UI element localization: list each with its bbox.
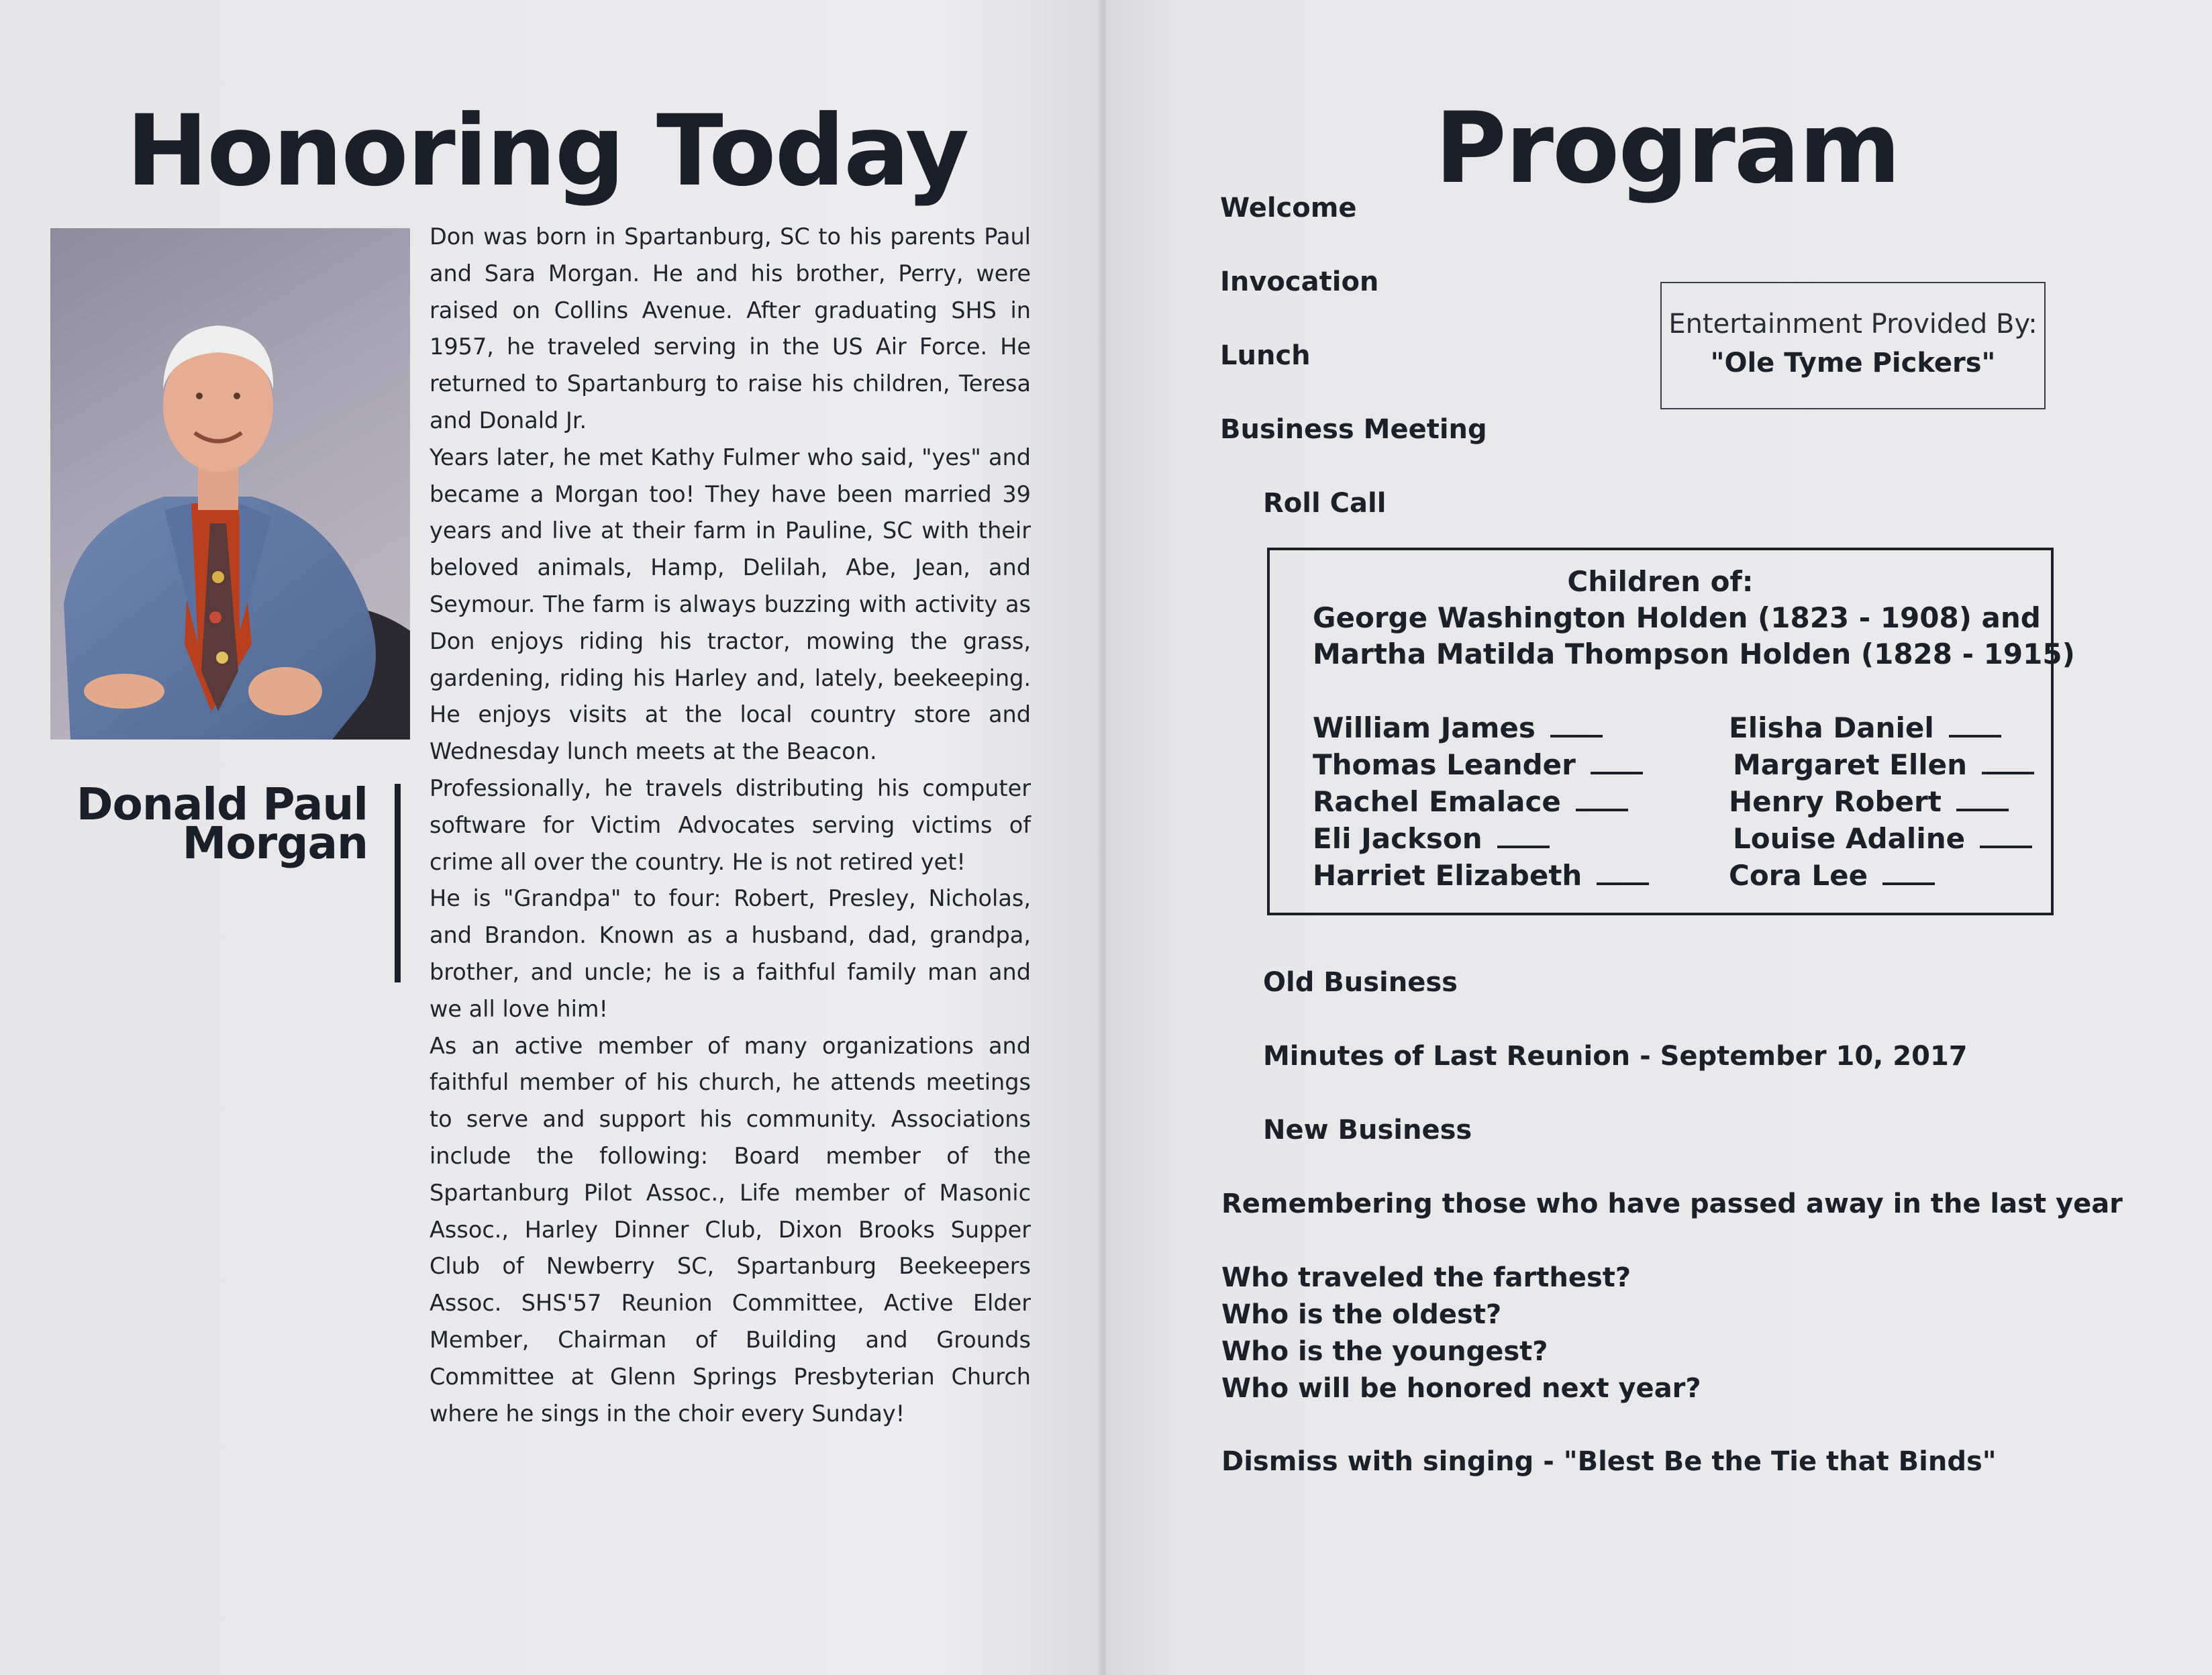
child-entry: Rachel Emalace (1313, 788, 1628, 816)
parent-line-1: George Washington Holden (1823 - 1908) and (1313, 601, 2041, 634)
checkoff-blank[interactable] (1550, 715, 1603, 738)
honoree-name (40, 778, 368, 869)
program-item-welcome: Welcome (1220, 193, 1357, 223)
program-item-old-business: Old Business (1263, 967, 1458, 998)
checkoff-blank[interactable] (1956, 789, 2009, 811)
entertainment-performer: "Ole Tyme Pickers" (1710, 348, 1996, 378)
program-item-invocation: Invocation (1220, 266, 1379, 297)
portrait-image (50, 228, 410, 740)
entertainment-label: Entertainment Provided By: (1668, 309, 2038, 340)
child-entry: Louise Adaline (1733, 825, 2032, 853)
program-item-new-business: New Business (1263, 1115, 1472, 1146)
bio-paragraph: Don was born in Spartanburg, SC to his parents Paul and Sara Morgan. He and his brother, Perry, were raised on Collins Avenue. After graduating SHS in 1957, he traveled serving in the US Air Force. He returned to Spartanburg to raise his children, Teresa and Donald Jr. (430, 223, 1031, 434)
program-item-lunch: Lunch (1220, 340, 1311, 371)
bio-paragraph: Professionally, he travels distributing his computer software for Victim Advocates serving victims of crime all over the country. He is not retired yet! (430, 774, 1031, 875)
child-entry: Cora Lee (1729, 862, 1935, 890)
child-entry: Margaret Ellen (1733, 751, 2034, 779)
checkoff-blank[interactable] (1497, 825, 1550, 848)
children-roll-call-box (1267, 548, 2075, 915)
checkoff-blank[interactable] (1576, 789, 1628, 811)
child-entry: Eli Jackson (1313, 825, 1550, 853)
checkoff-blank[interactable] (1591, 752, 1643, 774)
children-heading: Children of: (1567, 565, 1754, 598)
checkoff-blank[interactable] (1980, 825, 2032, 848)
checkoff-blank[interactable] (1949, 715, 2001, 738)
honoree-name-line2: Morgan (182, 817, 368, 869)
bio-paragraph: As an active member of many organizations and faithful member of his church, he attends meetings to serve and support his community. Associations include the following: Board member of the Spartanburg Pilot Assoc., Life member of Masonic Assoc., Harley Dinner Club, Dixon Brooks Supper Club of Newberry SC, Spartanburg Beekeepers Assoc. SHS'57 Reunion Committee, Active Elder Member, Chairman of Building and Grounds Committee at Glenn Springs Presbyterian Church where he sings in the choir every Sunday! (430, 1032, 1031, 1427)
honoree-photo (50, 228, 410, 740)
name-divider-bar (395, 784, 401, 982)
honoring-today-title: Honoring Today (126, 94, 968, 208)
program-title: Program (1435, 91, 1900, 205)
program-question-oldest: Who is the oldest? (1221, 1299, 1502, 1330)
checkoff-blank[interactable] (1597, 862, 1649, 885)
left-page (0, 0, 1101, 1675)
program-question-next-honoree: Who will be honored next year? (1221, 1373, 1701, 1404)
program-item-roll-call: Roll Call (1263, 488, 1387, 519)
bio-paragraph: He is "Grandpa" to four: Robert, Presley, Nicholas, and Brandon. Known as a husband, dad, grandpa, brother, and uncle; he is a faithful family man and we all love him! (430, 885, 1031, 1022)
parent-line-2: Martha Matilda Thompson Holden (1828 - 1915) (1313, 638, 2075, 670)
honoree-name-line1: Donald Paul (76, 778, 368, 830)
child-entry: Elisha Daniel (1729, 714, 2001, 742)
program-item-business-meeting: Business Meeting (1220, 414, 1487, 445)
entertainment-box (1660, 282, 2046, 409)
checkoff-blank[interactable] (1982, 752, 2034, 774)
bio-paragraph: Years later, he met Kathy Fulmer who said, "yes" and became a Morgan too! They have been married 39 years and live at their farm in Pauline, SC with their beloved animals, Hamp, Delilah, Abe, Jean, and Seymour. The farm is always buzzing with activity as Don enjoys riding his tractor, mowing the grass, gardening, riding his Harley and, lately, beekeeping. He enjoys visits at the local country store and Wednesday lunch meets at the Beacon. (430, 444, 1031, 765)
program-question-farthest: Who traveled the farthest? (1221, 1262, 1631, 1293)
child-entry: Harriet Elizabeth (1313, 862, 1649, 890)
program-question-youngest: Who is the youngest? (1221, 1336, 1548, 1367)
honoree-bio (430, 219, 1031, 1432)
child-entry: Thomas Leander (1313, 751, 1643, 779)
child-entry: Henry Robert (1729, 788, 2009, 816)
program-item-dismiss: Dismiss with singing - "Blest Be the Tie that Binds" (1221, 1446, 1997, 1477)
checkoff-blank[interactable] (1882, 862, 1935, 885)
program-item-remembering: Remembering those who have passed away in the last year (1221, 1188, 2123, 1219)
program-item-minutes: Minutes of Last Reunion - September 10, 2017 (1263, 1041, 1968, 1072)
child-entry: William James (1313, 714, 1603, 742)
